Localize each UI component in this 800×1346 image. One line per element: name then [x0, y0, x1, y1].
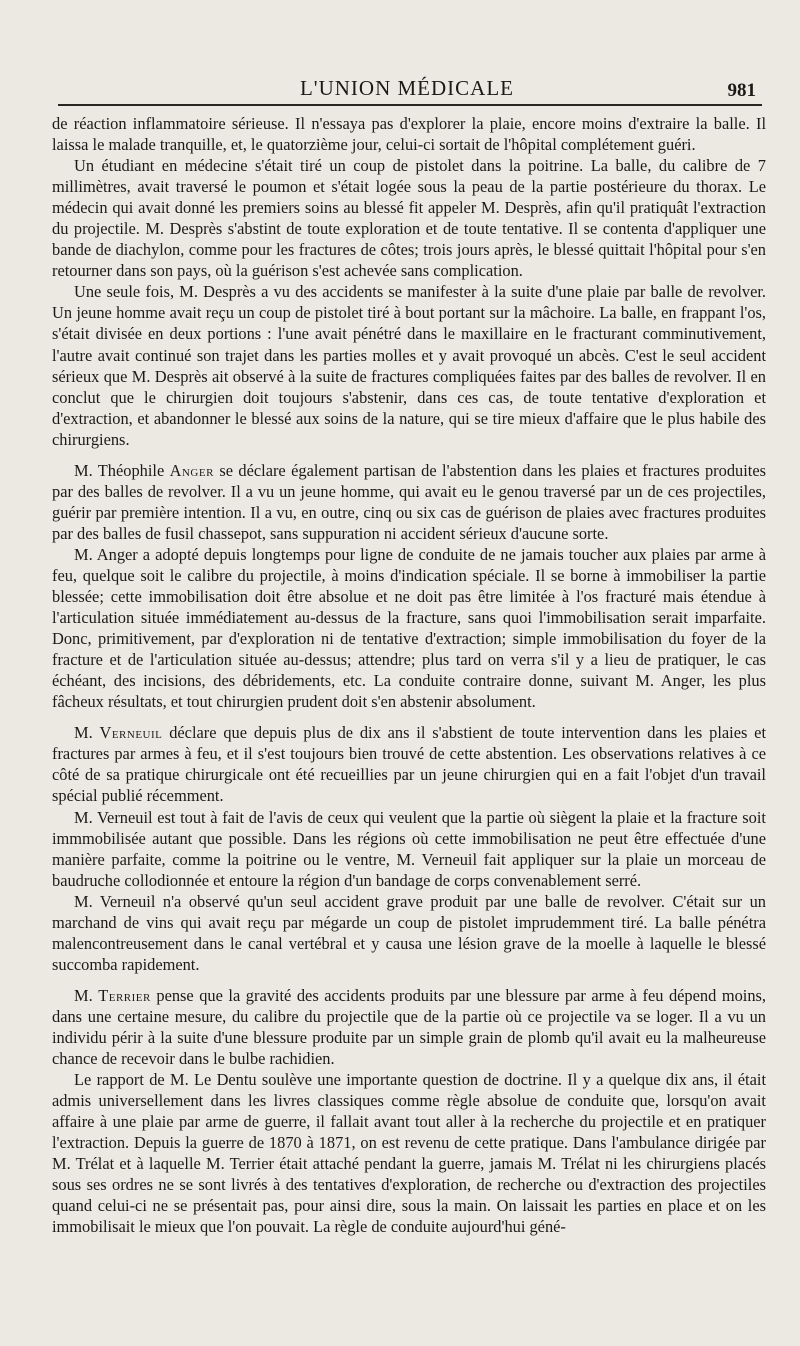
- speaker-prefix: M.: [74, 985, 99, 1005]
- paragraph-text: pense que la gravité des accidents produits par une blessure par arme à feu dépend moins, dans une certaine mesure, du calibre du projectile que de la partie où ce projectile va se loger. Il a vu un individu périr à la suite d'une blessure produite par un simple grain de plomb qu'il avait eu la malheureuse chance de recevoir dans le bulbe rachidien.: [52, 985, 766, 1069]
- paragraph: [52, 985, 766, 1069]
- speaker-name: Anger: [169, 460, 214, 480]
- paragraph: [52, 1069, 766, 1237]
- speaker-prefix: M. Théophile: [74, 460, 170, 480]
- page-number: 981: [727, 80, 756, 101]
- paragraph-text: déclare que depuis plus de dix ans il s'abstient de toute intervention dans les plaies et fractures par armes à feu, et il s'est toujours bien trouvé de cette abstention. Les observations relatives à ce côté de sa pratique chirurgicale ont été recueillies par un jeune chirurgien qui en a fait l'objet d'un travail spécial publié récemment.: [52, 723, 766, 806]
- paragraph: [52, 155, 766, 281]
- paragraph: [52, 807, 766, 891]
- paragraph-text: Le rapport de M. Le Dentu soulève une importante question de doctrine. Il y a quelque dix ans, il était admis universellement dans les livres classiques comme règle absolue de conduite que, lorsqu'on avait affaire à une plaie par arme de guerre, il fallait avant tout aller à la recherche du projectile et en pratiquer l'extraction. Depuis la guerre de 1870 à 1871, on est revenu de cette pratique. Dans l'ambulance dirigée par M. Trélat et à laquelle M. Terrier était attaché pendant la guerre, jamais M. Trélat ni les chirurgiens placés sous ses ordres ne se sont livrés à des tentatives d'exploration, de recherche ou d'extraction des projectiles quand celui-ci ne se présentait pas, pour ainsi dire, sous la main. On laissait les parties en place et on les immobilisait le mieux que l'on pouvait. La règle de conduite aujourd'hui géné-: [52, 1070, 766, 1237]
- header-rule: [58, 104, 762, 106]
- paragraph-text: M. Verneuil est tout à fait de l'avis de ceux qui veulent que la partie où siègent la plaie et la fracture soit immmobilisée autant que possible. Dans les régions où cette immobilisation ne peut être effectuée d'une manière parfaite, comme la poitrine ou le ventre, M. Verneuil fait appliquer sur la plaie un morceau de baudruche collodionnée et entoure la région d'un bandage de corps convenablement serré.: [52, 807, 766, 890]
- paragraph-text: Une seule fois, M. Desprès a vu des accidents se manifester à la suite d'une plaie par balle de revolver. Un jeune homme avait reçu un coup de pistolet tiré à bout portant sur la mâchoire. La balle, en frappant l'os, s'était divisée en deux portions : l'une avait pénétré dans le maxillaire en le fracturant comminutivement, l'autre avait continué son trajet dans les parties molles et y avait provoqué un abcès. C'est le seul accident sérieux que M. Desprès ait observé à la suite de fractures compliquées faites par des balles de revolver. Il en conclut que le chirurgien doit toujours s'abstenir, dans ces cas, de toute tentative d'exploration et d'extraction, et abandonner le blessé aux soins de la nature, qui se tire mieux d'affaire que le plus habile des chirurgiens.: [52, 282, 766, 449]
- paragraph: [52, 722, 766, 806]
- running-title: L'UNION MÉDICALE: [299, 76, 514, 100]
- paragraph-text: de réaction inflammatoire sérieuse. Il n'essaya pas d'explorer la plaie, encore moins d'extraire la balle. Il laissa le malade tranquille, et, le quatorzième jour, celui-ci sortait de l'hôpital complétement guéri.: [52, 114, 766, 155]
- paragraph: [52, 113, 766, 155]
- paragraph: [52, 544, 766, 712]
- paragraph-text: M. Verneuil n'a observé qu'un seul accident grave produit par une balle de revolver. C'était sur un marchand de vins qui avait reçu par mégarde un coup de pistolet imprudemment tiré. La balle pénétra malencontreusement dans le canal vertébral et y causa une lésion grave de la moelle à laquelle le blessé succomba rapidement.: [52, 891, 766, 974]
- speaker-name: Verneuil: [99, 723, 163, 743]
- paragraph: [52, 281, 766, 449]
- paragraph-text: M. Anger a adopté depuis longtemps pour ligne de conduite de ne jamais toucher aux plaies par arme à feu, quelque soit le calibre du projectile, à moins d'indication spéciale. Il se borne à immobiliser la partie blessée; cette immobilisation doit être absolue et ne doit pas être limitée à l'os fracturé mais étendue à l'articulation située immédiatement au-dessus de la fracture, sans quoi l'immobilisation serait imparfaite. Donc, primitivement, par d'exploration ni de tentative d'extraction; simple immobilisation du foyer de la fracture et de l'articulation située au-dessus; attendre; plus tard on verra s'il y a lieu de pratiquer, le cas échéant, des incisions, des débridements, etc. La conduite contraire donne, suivant M. Anger, les plus fâcheux résultats, et tout chirurgien prudent doit s'en abstenir absolument.: [52, 544, 766, 712]
- article-body: [52, 113, 766, 1237]
- paragraph: [52, 891, 766, 975]
- paragraph-text: se déclare également partisan de l'abstention dans les plaies et fractures produites par des balles de revolver. Il a vu un jeune homme, qui avait eu le genou traversé par un de ces projectiles, guérir par première intention. Il a vu, en outre, cinq ou six cas de guérison de plaies avec fractures produites par des balles de fusil chassepot, sans suppuration ni accident sérieux d'aucune sorte.: [52, 460, 766, 543]
- speaker-prefix: M.: [74, 723, 100, 743]
- paragraph-text: Un étudiant en médecine s'était tiré un coup de pistolet dans la poitrine. La balle, du calibre de 7 millimètres, avait traversé le poumon et s'était logée sous la peau de la partie postérieure du thorax. Le médecin qui avait donné les premiers soins au blessé fit appeler M. Desprès, afin qu'il pratiquât l'extraction du projectile. M. Desprès s'abstint de toute exploration et de toute tentative. Il se contenta d'appliquer une bande de diachylon, comme pour les fractures de côtes; trois jours après, le blessé quittait l'hôpital pour s'en retourner dans son pays, où la guérison s'est achevée sans complication.: [52, 156, 766, 281]
- speaker-name: Terrier: [98, 985, 151, 1005]
- paragraph: [52, 460, 766, 544]
